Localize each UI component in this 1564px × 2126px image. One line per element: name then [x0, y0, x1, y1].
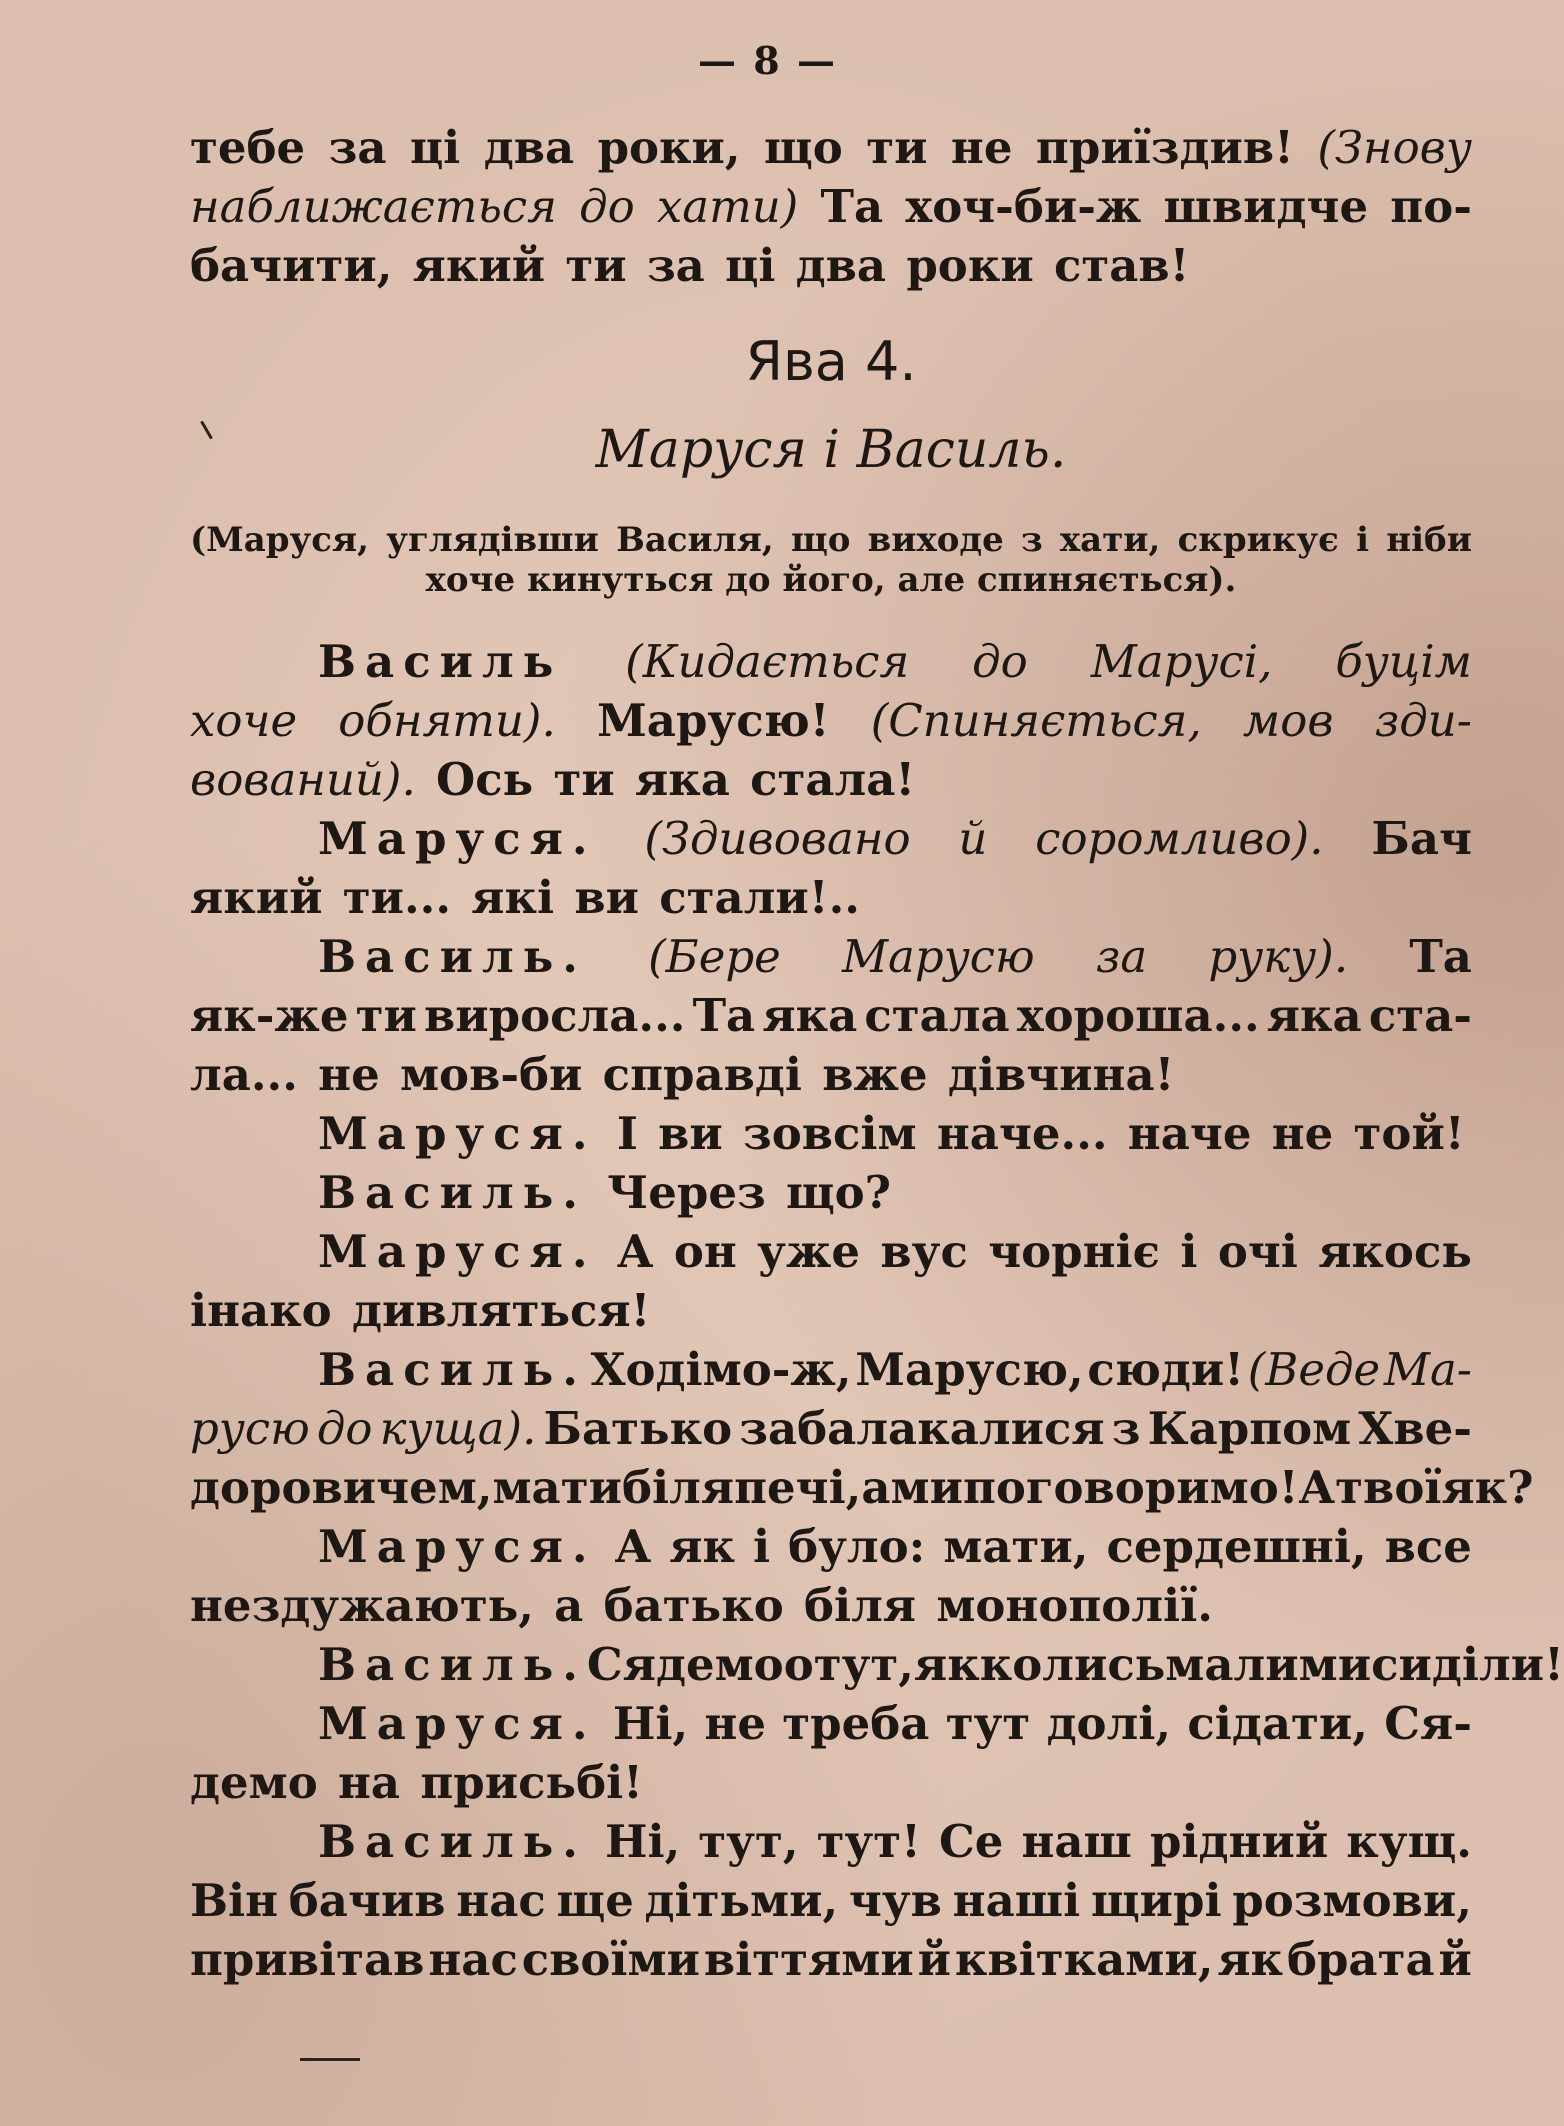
- word: А: [1298, 1461, 1336, 1514]
- word: виросла...: [424, 989, 686, 1042]
- word: біля: [803, 1579, 917, 1632]
- word: забалакалися: [739, 1402, 1105, 1455]
- word: А: [616, 1225, 654, 1278]
- word: буцім: [1335, 635, 1472, 688]
- word: ці: [409, 121, 461, 174]
- word: по-: [1390, 180, 1472, 233]
- word: щирі: [1090, 1874, 1222, 1927]
- word: які: [471, 871, 555, 924]
- word: Ся-: [1384, 1697, 1472, 1750]
- word: за: [646, 239, 705, 292]
- word: Сядемо: [586, 1638, 784, 1691]
- word: (Здивовано: [644, 812, 911, 865]
- word: нас: [456, 1874, 546, 1927]
- stage-direction-line: [190, 520, 1472, 560]
- word: приїздив!: [1035, 121, 1294, 174]
- word: до: [725, 560, 771, 600]
- text-line: [190, 1045, 1472, 1104]
- text-line: [190, 927, 1472, 986]
- word: роки: [906, 239, 1034, 292]
- word: його,: [782, 560, 886, 600]
- speaker-name: Маруся.: [318, 1520, 597, 1573]
- word: сюди!: [1087, 1343, 1245, 1396]
- word: хоч-би-ж: [905, 180, 1142, 233]
- word: Марусю,: [855, 1343, 1084, 1396]
- word: ти: [553, 753, 615, 806]
- text-line: [190, 1871, 1472, 1930]
- word: біля: [621, 1461, 735, 1514]
- word: стала: [864, 989, 1010, 1042]
- word: і: [752, 1520, 771, 1573]
- text-line: [190, 986, 1472, 1045]
- word: швидче: [1163, 180, 1369, 233]
- word: два: [795, 239, 887, 292]
- word: й: [1438, 1933, 1472, 1986]
- word: бачив: [288, 1874, 446, 1927]
- word: не: [1271, 1107, 1334, 1160]
- speaker-name: Василь.: [318, 1343, 587, 1396]
- word: уже: [757, 1225, 861, 1278]
- word: зди-: [1374, 694, 1472, 747]
- word: а: [861, 1461, 891, 1514]
- word: з: [1020, 520, 1043, 560]
- speaker-name: Василь.: [318, 1638, 587, 1691]
- word: (Маруся,: [190, 520, 369, 560]
- word: хоче: [190, 694, 298, 747]
- text-line: [190, 1753, 1472, 1812]
- word: очі: [1217, 1225, 1298, 1278]
- word: брата: [1286, 1933, 1435, 1986]
- word: й: [958, 812, 988, 865]
- word: Марусю: [841, 930, 1035, 983]
- word: присьбі!: [420, 1756, 643, 1809]
- word: поговоримо!: [962, 1461, 1299, 1514]
- word: дітьми,: [644, 1874, 839, 1927]
- word: обняти).: [338, 694, 556, 747]
- word: бачити,: [190, 239, 393, 292]
- word: ти: [866, 121, 928, 174]
- word: наші: [952, 1874, 1081, 1927]
- speaker-name: Маруся.: [318, 1225, 597, 1278]
- word: Він: [190, 1874, 279, 1927]
- word: своїми: [521, 1933, 700, 1986]
- word: мати,: [943, 1520, 1089, 1573]
- word: яка: [762, 989, 858, 1042]
- word: два: [483, 121, 575, 174]
- word: (Спиняється,: [870, 694, 1202, 747]
- word: тут,: [698, 1815, 799, 1868]
- word: чув: [848, 1874, 942, 1927]
- text-line: [190, 1930, 1472, 1989]
- word: стали!..: [659, 871, 860, 924]
- speaker-name: Василь.: [318, 1166, 587, 1219]
- word: і: [1356, 520, 1370, 560]
- word: печі,: [734, 1461, 862, 1514]
- text-line: [190, 1576, 1472, 1635]
- word: ста-: [1368, 989, 1472, 1042]
- page-number: — 8 —: [698, 38, 837, 83]
- text-line: [190, 691, 1472, 750]
- word: сідати,: [1187, 1697, 1368, 1750]
- word: дівчина!: [947, 1048, 1175, 1101]
- text-line: [190, 118, 1472, 177]
- word: наш: [1021, 1815, 1132, 1868]
- text-line: [190, 1458, 1534, 1517]
- word: малими: [1165, 1638, 1372, 1691]
- word: (Веде: [1247, 1343, 1381, 1396]
- text-line: [190, 1635, 1564, 1694]
- word: Та: [1409, 930, 1472, 983]
- text-line: [190, 1812, 1472, 1871]
- word: А: [614, 1520, 652, 1573]
- text-line: [190, 1104, 1472, 1163]
- word: хоче: [425, 560, 516, 600]
- word: квітками,: [954, 1933, 1214, 1986]
- speaker-name: Маруся.: [318, 1107, 597, 1160]
- word: за: [328, 121, 387, 174]
- speaker-name: Маруся.: [318, 1697, 597, 1750]
- word: ти: [355, 989, 417, 1042]
- word: не: [704, 1697, 766, 1750]
- word: став!: [1053, 239, 1190, 292]
- word: твої: [1335, 1461, 1442, 1514]
- word: наближається: [190, 180, 557, 233]
- word: як-же: [190, 989, 349, 1042]
- text-line: [190, 632, 1472, 691]
- text-line: [190, 1340, 1472, 1399]
- word: але: [897, 560, 966, 600]
- text-line: [190, 809, 1472, 868]
- word: Ходімо-ж,: [590, 1343, 852, 1396]
- word: Ось: [436, 753, 534, 806]
- word: углядівши: [386, 520, 599, 560]
- word: що: [764, 121, 843, 174]
- stage-direction: [190, 520, 1472, 600]
- word: долі,: [1046, 1697, 1172, 1750]
- word: наче: [1127, 1107, 1252, 1160]
- word: батько: [603, 1579, 784, 1632]
- word: ще: [556, 1874, 634, 1927]
- word: хороша...: [1016, 989, 1260, 1042]
- text-line: [190, 1222, 1472, 1281]
- word: чорніє: [988, 1225, 1161, 1278]
- word: все: [1384, 1520, 1472, 1573]
- word: привітав: [190, 1933, 425, 1986]
- text-line: [190, 1163, 1472, 1222]
- word: і: [1180, 1225, 1198, 1278]
- stage-direction-line: [190, 560, 1472, 600]
- word: мов-би: [399, 1048, 583, 1101]
- word: скрикує: [1177, 520, 1339, 560]
- word: (Бере: [648, 930, 781, 983]
- word: Через: [607, 1166, 766, 1219]
- word: Та: [692, 989, 756, 1042]
- word: що?: [785, 1166, 892, 1219]
- word: віттями: [703, 1933, 914, 1986]
- word: як: [1217, 1933, 1284, 1986]
- word: до: [316, 1402, 373, 1455]
- word: треба: [782, 1697, 930, 1750]
- word: ви: [658, 1107, 723, 1160]
- word: розмови,: [1232, 1874, 1472, 1927]
- word: той!: [1353, 1107, 1465, 1160]
- text-line: [190, 1517, 1472, 1576]
- word: нездужають,: [190, 1579, 534, 1632]
- word: на: [337, 1756, 401, 1809]
- word: якось: [1318, 1225, 1472, 1278]
- text-line: [190, 1399, 1472, 1458]
- word: рідний: [1149, 1815, 1329, 1868]
- word: ми: [890, 1461, 963, 1514]
- word: хати,: [1059, 520, 1161, 560]
- word: яка: [1266, 989, 1362, 1042]
- word: Се: [938, 1815, 1004, 1868]
- word: Марусю!: [596, 694, 830, 747]
- word: наче...: [936, 1107, 1108, 1160]
- word: до: [579, 180, 635, 233]
- word: дивляться!: [351, 1284, 651, 1337]
- word: хати): [656, 180, 799, 233]
- word: куща).: [379, 1402, 537, 1455]
- word: як: [913, 1638, 980, 1691]
- text-block-top: [190, 118, 1472, 295]
- word: зовсім: [743, 1107, 917, 1160]
- word: ти...: [342, 871, 452, 924]
- word: мати: [492, 1461, 622, 1514]
- dialogue-text: [190, 632, 1564, 1989]
- scene-characters: Маруся і Василь.: [595, 420, 1067, 480]
- word: тут!: [816, 1815, 921, 1868]
- word: он: [673, 1225, 737, 1278]
- text-line: [190, 868, 1472, 927]
- word: вус: [880, 1225, 968, 1278]
- word: спиняється).: [976, 560, 1237, 600]
- word: справді: [602, 1048, 802, 1101]
- ink-mark: [300, 2058, 360, 2061]
- word: вже: [822, 1048, 928, 1101]
- word: було:: [788, 1520, 926, 1573]
- word: Ні,: [604, 1815, 681, 1868]
- word: Марусі,: [1090, 635, 1273, 688]
- word: як: [669, 1520, 735, 1573]
- scene-heading: Ява 4.: [745, 330, 917, 393]
- word: до: [972, 635, 1028, 688]
- word: І: [616, 1107, 638, 1160]
- word: сердешні,: [1106, 1520, 1367, 1573]
- speaker-name: Василь.: [318, 930, 587, 983]
- text-line: [190, 1694, 1472, 1753]
- word: Хве-: [1358, 1402, 1472, 1455]
- word: ніби: [1386, 520, 1472, 560]
- word: кинуться: [526, 560, 714, 600]
- word: ти: [565, 239, 627, 292]
- word: стала!: [750, 753, 916, 806]
- word: нас: [428, 1933, 518, 1986]
- word: й: [917, 1933, 951, 1986]
- word: роки,: [597, 121, 741, 174]
- word: тебе: [190, 121, 306, 174]
- word: ці: [725, 239, 776, 292]
- word: колись: [979, 1638, 1166, 1691]
- word: тут: [945, 1697, 1031, 1750]
- word: демо: [190, 1756, 318, 1809]
- word: руку).: [1208, 930, 1349, 983]
- word: монополії.: [936, 1579, 1213, 1632]
- word: не: [950, 121, 1013, 174]
- word: соромливо).: [1035, 812, 1324, 865]
- word: ви: [574, 871, 640, 924]
- text-line: [190, 177, 1472, 236]
- word: який: [190, 871, 323, 924]
- word: виходе: [867, 520, 1004, 560]
- speaker-name: Василь: [318, 635, 563, 688]
- word: з: [1111, 1402, 1141, 1455]
- word: що: [790, 520, 851, 560]
- word: отут,: [783, 1638, 914, 1691]
- word: кущ.: [1346, 1815, 1472, 1868]
- word: як?: [1441, 1461, 1534, 1514]
- word: Батько: [543, 1402, 733, 1455]
- text-line: [190, 1281, 1472, 1340]
- word: Василя,: [616, 520, 774, 560]
- text-line: [190, 236, 1472, 295]
- speaker-name: Маруся.: [318, 812, 597, 865]
- word: інако: [190, 1284, 332, 1337]
- word: русю: [190, 1402, 310, 1455]
- word: (Знову: [1317, 121, 1472, 174]
- word: не: [318, 1048, 380, 1101]
- word: Бач: [1371, 812, 1472, 865]
- word: ла...: [190, 1048, 298, 1101]
- word: (Кидається: [625, 635, 910, 688]
- word: сиділи!: [1371, 1638, 1564, 1691]
- word: за: [1095, 930, 1148, 983]
- word: Ні,: [612, 1697, 689, 1750]
- word: яка: [634, 753, 730, 806]
- word: мов: [1242, 694, 1334, 747]
- word: Ма-: [1383, 1343, 1472, 1396]
- word: Карпом: [1147, 1402, 1352, 1455]
- text-line: [190, 750, 1472, 809]
- word: а: [554, 1579, 584, 1632]
- speaker-name: Василь.: [318, 1815, 587, 1868]
- word: вований).: [190, 753, 416, 806]
- word: Та: [820, 180, 884, 233]
- word: доровичем,: [190, 1461, 493, 1514]
- word: який: [412, 239, 546, 292]
